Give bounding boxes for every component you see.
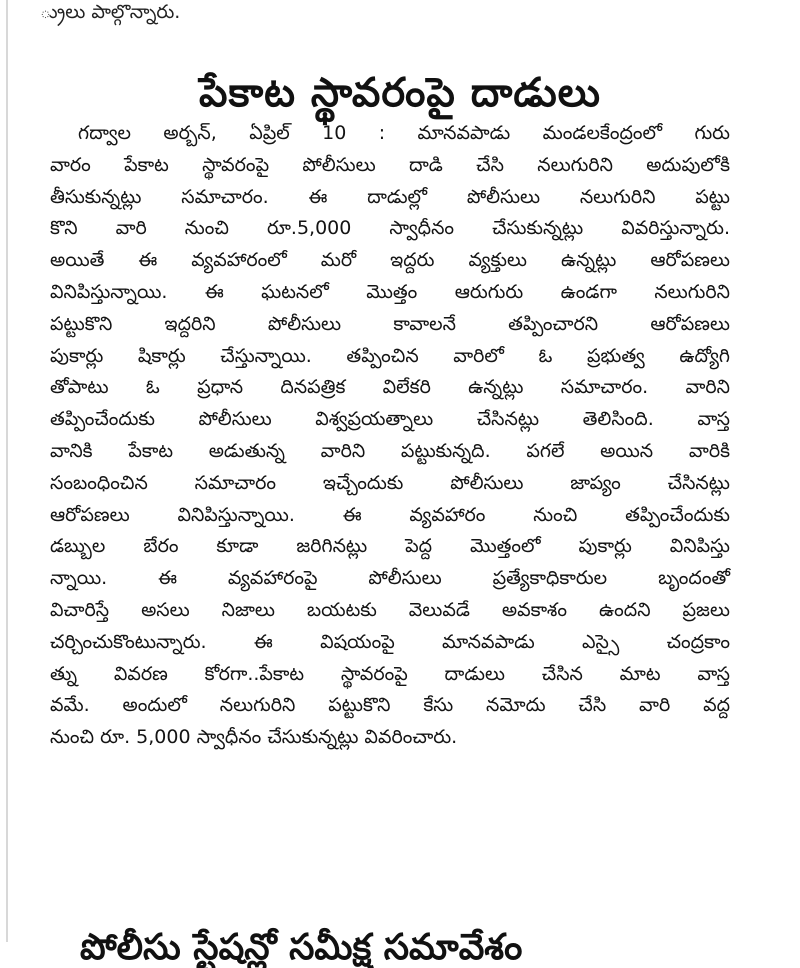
article-line: తోపాటు ఓ ప్రధాన దినపత్రిక విలేకరి ఉన్నట్లు సమాచారం. వారిని [50,376,730,399]
article-line: తీసుకున్నట్లు సమాచారం. ఈ దాడుల్లో పోలీసులు నలుగురిని పట్టు [50,185,730,208]
next-article-headline-clip [80,927,700,968]
article-line: వారం పేకాట స్థావరంపై పోలీసులు దాడి చేసి నలుగురిని అదుపులోకి [50,153,730,176]
article-headline: పేకాట స్థావరంపై దాడులు [199,69,601,116]
article-line: సంబంధించిన సమాచారం ఇచ్చేందుకు పోలీసులు జాప్యం చేసినట్లు [50,471,730,494]
page-margin-rule [6,0,8,942]
article-line: పుకార్లు షికార్లు చేస్తున్నాయి. తప్పించిన వారిలో ఓ ప్రభుత్వ ఉద్యోగి [50,344,730,367]
article-line: తప్పించేందుకు పోలీసులు విశ్వప్రయత్నాలు చేసినట్లు తెలిసింది. వాస్త [50,408,730,431]
article-line: ఆరోపణలు వినిపిస్తున్నాయి. ఈ వ్యవహారం నుంచి తప్పించేందుకు [50,503,730,526]
article-line: నుంచి రూ. 5,000 స్వాధీనం చేసుకున్నట్లు వివరించారు. [50,726,458,749]
article-line: వినిపిస్తున్నాయి. ఈ ఘటనలో మొత్తం ఆరుగురు ఉండగా నలుగురిని [50,280,730,303]
article-line: న్నాయి. ఈ వ్యవహారంపై పోలీసులు ప్రత్యేకాధికారుల బృందంతో [50,567,730,590]
article-line: చర్చించుకొంటున్నారు. ఈ విషయంపై మానవపాడు ఎస్సై చంద్రకాం [50,630,730,653]
article-line: కొని వారి నుంచి రూ.5,000 స్వాధీనం చేసుకున్నట్లు వివరిస్తున్నారు. [50,217,730,240]
article-line: త్ను వివరణ కోరగా..పేకాట స్థావరంపై దాడులు చేసిన మాట వాస్త [50,662,730,685]
next-article-headline: పోలీసు స్టేషన్లో సమీక్ష సమావేశం [80,927,523,968]
article-line: పట్టుకొని ఇద్దరిని పోలీసులు కావాలనే తప్పించారని ఆరోపణలు [50,312,730,335]
article-line: వానికి పేకాట అడుతున్న వారిని పట్టుకున్నది. పగలే అయిన వారికి [50,439,730,462]
article-line: డబ్బుల బేరం కూడా జరిగినట్లు పెద్ద మొత్తంలో పుకార్లు వినిపిస్తు [50,535,730,558]
article-line: విచారిస్తే అసలు నిజాలు బయటకు వెలువడే అవకాశం ఉందని ప్రజలు [50,598,730,621]
article-line: అయితే ఈ వ్యవహారంలో మరో ఇద్దరు వ్యక్తులు ఉన్నట్లు ఆరోపణలు [50,249,730,272]
article-line: గద్వాల అర్బన్, ఏప్రిల్ 10 : మానవపాడు మండలకేంద్రంలో గురు [78,122,730,144]
article-line: వమే. అందులో నలుగురిని పట్టుకొని కేసు నమోదు చేసి వారి వద్ద [50,694,730,717]
previous-article-tail: ్రులు పాల్గొన్నారు. [40,1,181,23]
article-body [50,118,730,754]
